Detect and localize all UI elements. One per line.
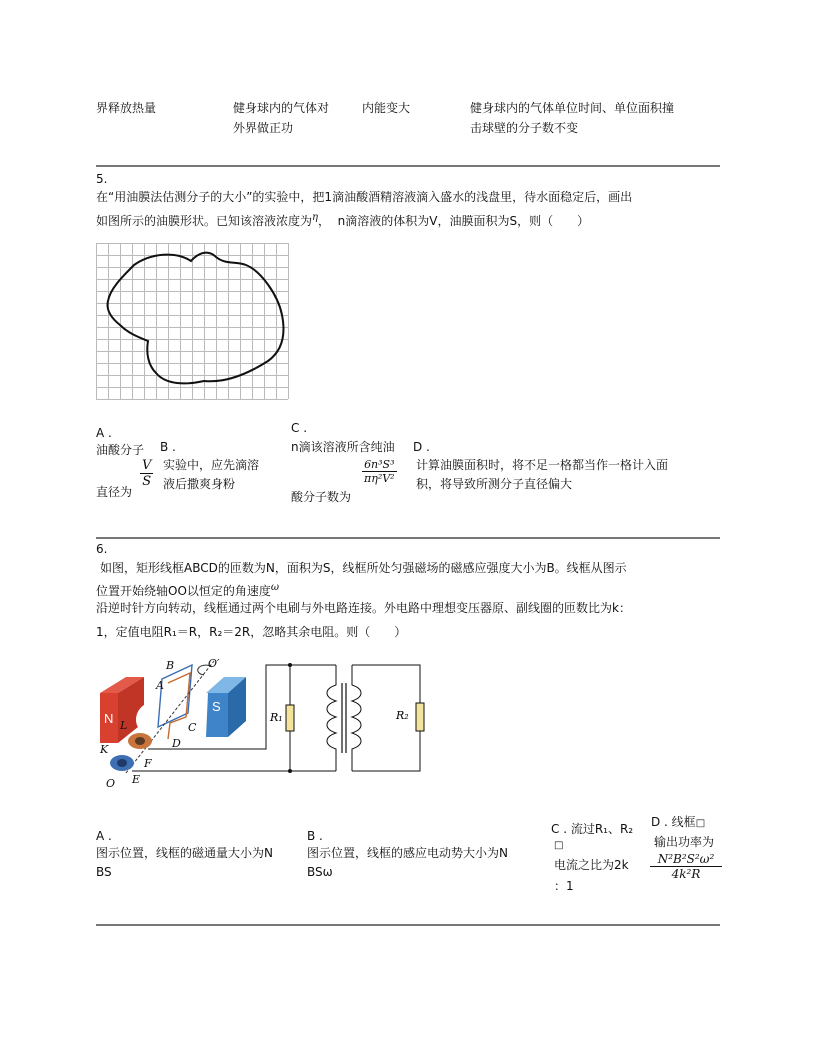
option-b-text: BSω xyxy=(307,865,333,879)
question-text: 1，定值电阻R₁＝R，R₂＝2R，忽略其余电阻。则（ ） xyxy=(96,625,407,639)
fraction-v-over-s: $\frac{V}{S}$ xyxy=(142,458,152,489)
missing-glyph: □ xyxy=(554,840,564,851)
label-a: A xyxy=(156,679,164,692)
option-d-label: D . 线框□ xyxy=(651,815,706,829)
resistor-r1 xyxy=(286,705,294,731)
option-c-text: 酸分子数为 xyxy=(291,490,352,504)
label-r2: R₂ xyxy=(396,709,409,722)
option-a-text: 图示位置，线框的磁通量大小为N xyxy=(96,846,273,860)
question-number: 5. xyxy=(96,172,108,186)
label-k: K xyxy=(100,743,109,756)
prev-cell-4a: 健身球内的气体单位时间、单位面积撞 xyxy=(470,101,675,115)
label-d: D xyxy=(172,737,181,750)
secondary-wire-top xyxy=(352,665,420,703)
prev-cell-2a: 健身球内的气体对 xyxy=(233,101,330,115)
label-f: F xyxy=(144,757,152,770)
prev-cell-2b: 外界做正功 xyxy=(233,121,294,135)
slip-ring-2-hole xyxy=(117,759,127,767)
option-a-text: 直径为 xyxy=(96,485,133,499)
oil-film-figure xyxy=(96,243,293,400)
option-b-label: B . xyxy=(160,440,176,454)
option-a-text: BS xyxy=(96,865,112,879)
grid-lines xyxy=(96,243,289,400)
label-s: S xyxy=(212,699,221,714)
option-a-label: A . xyxy=(96,426,112,440)
option-b-text: 液后撒爽身粉 xyxy=(163,477,236,491)
option-b-label: B . xyxy=(307,829,323,843)
option-a-label: A . xyxy=(96,829,112,843)
label-b: B xyxy=(166,659,175,672)
divider xyxy=(96,537,720,539)
option-c-text: ：1 xyxy=(554,879,574,893)
option-b-text: 图示位置，线框的感应电动势大小为N xyxy=(307,846,508,860)
question-text: 如图所示的油膜形状。已知该溶液浓度为$^\eta$， n滴溶液的体积为V，油膜面积为S，则（ ） xyxy=(96,212,590,228)
option-a-text: 油酸分子 xyxy=(96,443,145,457)
prev-cell-3: 内能变大 xyxy=(362,101,411,115)
prev-cell-1: 界释放热量 xyxy=(96,101,157,115)
label-r1: R₁ xyxy=(270,711,283,724)
secondary-wire-bottom xyxy=(352,731,420,771)
question-text: 如图，矩形线框ABCD的匝数为N，面积为S，线框所处匀强磁场的磁感应强度大小为B。线框从图示 xyxy=(100,561,627,575)
question-text: 在“用油膜法估测分子的大小”的实验中，把1滴油酸酒精溶液滴入盛水的浅盘里，待水面稳定后，画出 xyxy=(96,190,633,204)
junction xyxy=(288,769,292,773)
label-o: O xyxy=(106,777,116,790)
label-l: L xyxy=(120,719,128,732)
secondary-coil xyxy=(352,665,361,771)
option-d-text: 输出功率为 xyxy=(654,835,715,849)
option-c-label: C . 流过R₁、R₂ xyxy=(551,822,634,836)
option-c-label: C . xyxy=(291,421,308,435)
label-o-prime: O′ xyxy=(208,657,220,670)
label-n: N xyxy=(104,711,114,726)
slip-ring-1-hole xyxy=(135,737,145,745)
prev-cell-4b: 击球壁的分子数不变 xyxy=(470,121,579,135)
junction xyxy=(288,663,292,667)
option-d-label: D . xyxy=(413,440,430,454)
divider xyxy=(96,165,720,167)
fraction-molecule-count: $\frac{\text{6n³S³}}{\text{πη²V²}}$ xyxy=(364,458,395,485)
option-d-text: 计算油膜面积时，将不足一格都当作一格计入面 xyxy=(416,458,669,472)
question-text: 沿逆时针方向转动，线框通过两个电刷与外电路连接。外电路中理想变压器原、副线圈的匝数比为k： xyxy=(96,601,631,615)
option-c-text: n滴该溶液所含纯油 xyxy=(291,440,395,454)
divider xyxy=(96,924,720,926)
option-d-text: 积，将导致所测分子直径偏大 xyxy=(416,477,573,491)
option-b-text: 实验中，应先滴溶 xyxy=(163,458,260,472)
option-c-text: 电流之比为2k xyxy=(554,858,629,872)
label-e: E xyxy=(132,773,141,786)
resistor-r2 xyxy=(416,703,424,731)
question-number: 6. xyxy=(96,542,108,556)
label-c: C xyxy=(188,721,197,734)
question-text: 位置开始绕轴OO以恒定的角速度$^\omega$ xyxy=(96,582,280,598)
generator-circuit-figure xyxy=(96,655,436,795)
fraction-output-power: $\frac{\text{N²B²S²ω²}}{\text{4k²R}}$ xyxy=(650,852,722,881)
primary-coil xyxy=(327,665,336,771)
